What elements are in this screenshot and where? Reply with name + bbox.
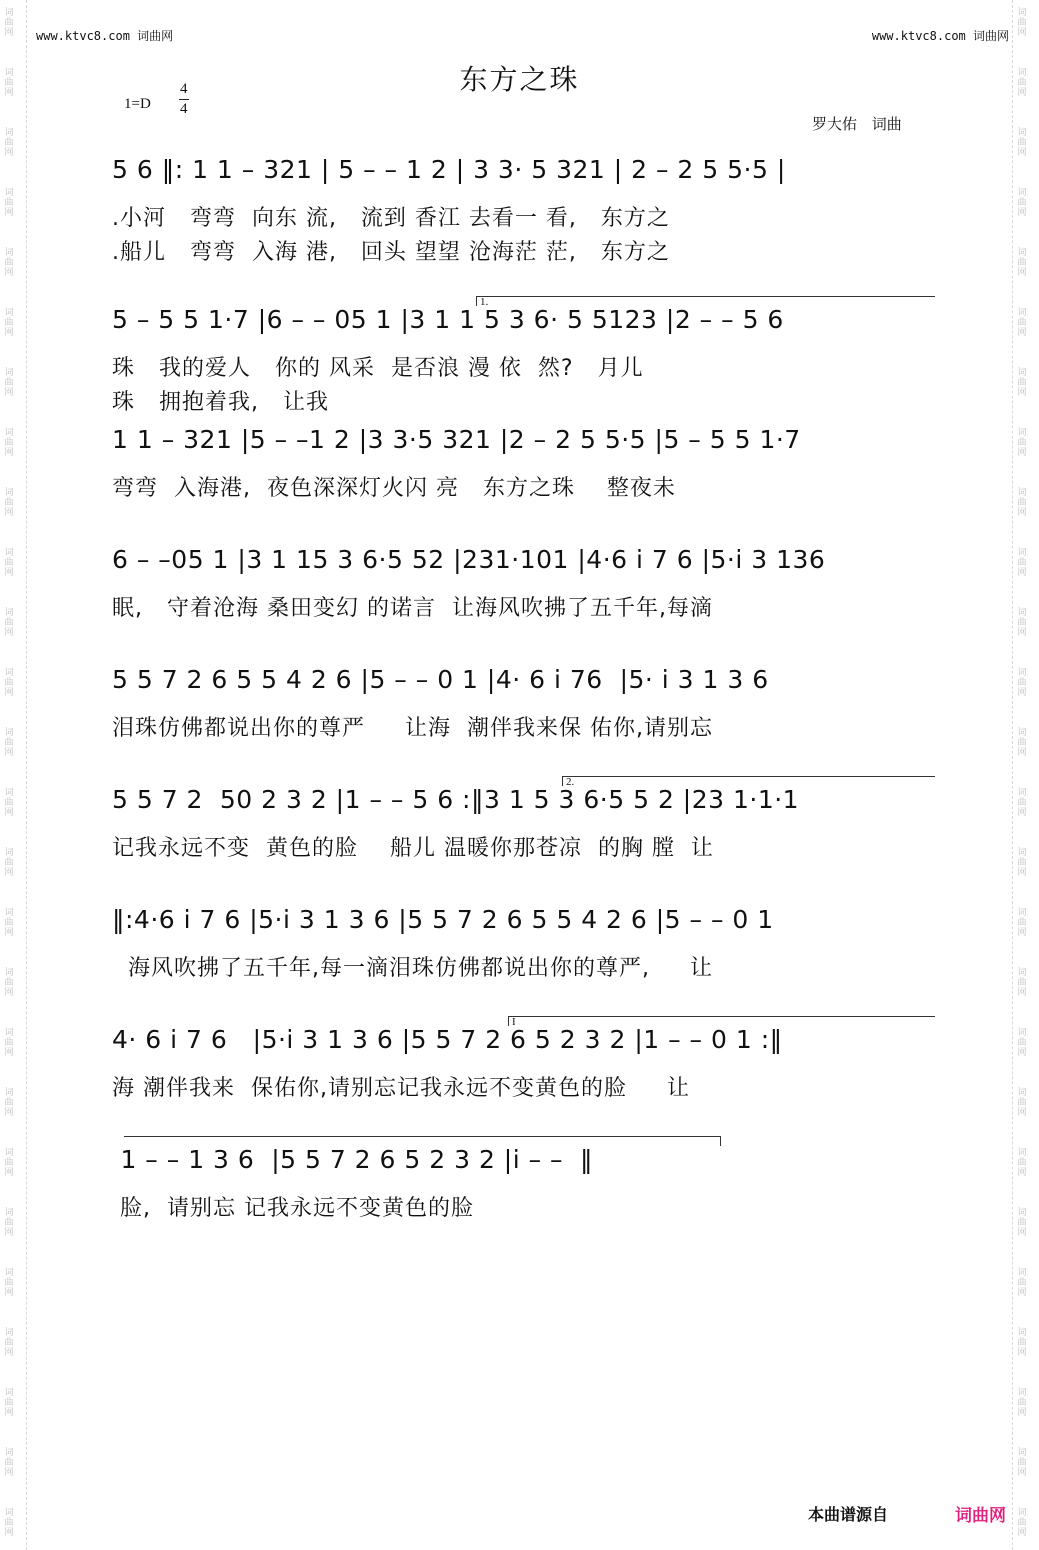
lyric-verse-1: 眠, 守着沧海 桑田变幻 的诺言 让海风吹拂了五千年,每滴 bbox=[112, 596, 713, 621]
header-url-left[interactable]: www.ktvc8.com 词曲网 bbox=[36, 29, 174, 43]
footer-source-label: 本曲谱源自 bbox=[808, 1505, 889, 1524]
lyric-verse-1: 弯弯 入海港, 夜色深深灯火闪 亮 东方之珠 整夜未 bbox=[112, 476, 676, 501]
watermark-text: 词 曲 网 bbox=[4, 728, 14, 758]
volta-number: I bbox=[512, 1016, 516, 1028]
volta-number: 2. bbox=[566, 776, 575, 788]
watermark-text: 词 曲 网 bbox=[1017, 1268, 1027, 1298]
watermark-text: 词 曲 网 bbox=[4, 308, 14, 338]
watermark-text: 词 曲 网 bbox=[1017, 848, 1027, 878]
score-line bbox=[0, 296, 1039, 425]
time-signature bbox=[180, 80, 188, 119]
header-url-right[interactable]: www.ktvc8.com 词曲网 bbox=[871, 29, 1009, 43]
watermark-text: 词 曲 网 bbox=[4, 248, 14, 278]
score-line bbox=[0, 1145, 1039, 1265]
watermark-text: 词 曲 网 bbox=[4, 608, 14, 638]
credits: 罗大佑 词曲 bbox=[812, 115, 902, 133]
watermark-text: 词 曲 网 bbox=[1017, 1388, 1027, 1418]
watermark-text: 词 曲 网 bbox=[4, 908, 14, 938]
watermark-text: 词 曲 网 bbox=[4, 1208, 14, 1238]
lyric-verse-1: 珠 我的爱人 你的 风采 是否浪 漫 依 然? 月儿 bbox=[112, 356, 644, 381]
watermark-text: 词 曲 网 bbox=[4, 968, 14, 998]
watermark-text: 词 曲 网 bbox=[4, 668, 14, 698]
watermark-text: 词 曲 网 bbox=[1017, 368, 1027, 398]
watermark-text: 词 曲 网 bbox=[1017, 188, 1027, 218]
lyric-verse-1: 泪珠仿佛都说出你的尊严 让海 潮伴我来保 佑你,请别忘 bbox=[112, 716, 713, 741]
score-line bbox=[0, 665, 1039, 785]
watermark-text: 词 曲 网 bbox=[1017, 1448, 1027, 1478]
watermark-text: 词 曲 网 bbox=[1017, 968, 1027, 998]
watermark-text: 词 曲 网 bbox=[4, 1448, 14, 1478]
key-signature: 1=D bbox=[124, 96, 151, 112]
notation: 1 – – 1 3 6 |5 5 7 2 6 5 2 3 2 |i – – ‖ bbox=[112, 1145, 593, 1174]
watermark-text: 词 曲 网 bbox=[4, 68, 14, 98]
lyric-verse-1: 海风吹拂了五千年,每一滴泪珠仿佛都说出你的尊严, 让 bbox=[112, 956, 713, 981]
watermark-text: 词 曲 网 bbox=[4, 428, 14, 458]
watermark-text: 词 曲 网 bbox=[1017, 1028, 1027, 1058]
meter-bottom: 4 bbox=[180, 101, 188, 117]
watermark-text: 词 曲 网 bbox=[4, 188, 14, 218]
lyric-verse-1: 记我永远不变 黄色的脸 船儿 温暖你那苍凉 的胸 膛 让 bbox=[112, 836, 714, 861]
watermark-text: 词 曲 网 bbox=[4, 1508, 14, 1538]
watermark-text: 词 曲 网 bbox=[1017, 8, 1027, 38]
lyric-verse-2: 珠 拥抱着我, 让我 bbox=[112, 390, 329, 415]
watermark-text: 词 曲 网 bbox=[4, 8, 14, 38]
watermark-text: 词 曲 网 bbox=[4, 1268, 14, 1298]
watermark-text: 词 曲 网 bbox=[4, 1028, 14, 1058]
watermark-text: 词 曲 网 bbox=[1017, 668, 1027, 698]
lyric-verse-1: 脸, 请别忘 记我永远不变黄色的脸 bbox=[112, 1196, 474, 1221]
watermark-text: 词 曲 网 bbox=[1017, 1508, 1027, 1538]
watermark-text: 词 曲 网 bbox=[1017, 68, 1027, 98]
watermark-text: 词 曲 网 bbox=[4, 488, 14, 518]
volta-number: 1. bbox=[480, 296, 489, 308]
watermark-text: 词 曲 网 bbox=[4, 1148, 14, 1178]
watermark-text: 词 曲 网 bbox=[4, 1388, 14, 1418]
score-line bbox=[0, 155, 1039, 275]
watermark-text: 词 曲 网 bbox=[1017, 248, 1027, 278]
watermark-text: 词 曲 网 bbox=[1017, 728, 1027, 758]
score-line bbox=[0, 905, 1039, 1025]
notation: 5 5 7 2 6 5 5 4 2 6 |5 – – 0 1 |4· 6 i 76 |5· i 3 1 3 6 bbox=[112, 665, 769, 694]
watermark-text: 词 曲 网 bbox=[1017, 1328, 1027, 1358]
watermark-text: 词 曲 网 bbox=[4, 1088, 14, 1118]
watermark-text: 词 曲 网 bbox=[1017, 1088, 1027, 1118]
watermark-text: 词 曲 网 bbox=[1017, 428, 1027, 458]
watermark-text: 词 曲 网 bbox=[4, 368, 14, 398]
score-line bbox=[0, 545, 1039, 665]
watermark-text: 词 曲 网 bbox=[1017, 308, 1027, 338]
notation: 5 5 7 2 50 2 3 2 |1 – – 5 6 :‖3 1 5 3 6·5 5 2 |23 1·1·1 bbox=[112, 785, 800, 814]
lyric-verse-2: .船儿 弯弯 入海 港, 回头 望望 沧海茫 茫, 东方之 bbox=[112, 240, 670, 265]
watermark-text: 词 曲 网 bbox=[1017, 1148, 1027, 1178]
score-line bbox=[0, 425, 1039, 545]
watermark-text: 词 曲 网 bbox=[1017, 608, 1027, 638]
watermark-text: 词 曲 网 bbox=[1017, 908, 1027, 938]
notation: 5 – 5 5 1·7 |6 – – 05 1 |3 1 1 5 3 6· 5 5123 |2 – – 5 6 bbox=[112, 305, 784, 334]
watermark-text: 词 曲 网 bbox=[1017, 548, 1027, 578]
song-title: 东方之珠 bbox=[459, 63, 580, 96]
watermark-text: 词 曲 网 bbox=[1017, 488, 1027, 518]
notation: 1 1 – 321 |5 – –1 2 |3 3·5 321 |2 – 2 5 5·5 |5 – 5 5 1·7 bbox=[112, 425, 801, 454]
lyric-verse-1: .小河 弯弯 向东 流, 流到 香江 去看一 看, 东方之 bbox=[112, 206, 670, 231]
score-line bbox=[0, 1016, 1039, 1145]
watermark-text: 词 曲 网 bbox=[1017, 788, 1027, 818]
watermark-text: 词 曲 网 bbox=[1017, 1208, 1027, 1238]
score-line bbox=[0, 776, 1039, 905]
watermark-text: 词 曲 网 bbox=[4, 788, 14, 818]
notation: ‖:4·6 i 7 6 |5·i 3 1 3 6 |5 5 7 2 6 5 5 4 2 6 |5 – – 0 1 bbox=[112, 905, 774, 934]
notation: 6 – –05 1 |3 1 15 3 6·5 52 |231·101 |4·6 i 7 6 |5·i 3 136 bbox=[112, 545, 826, 574]
notation: 4· 6 i 7 6 |5·i 3 1 3 6 |5 5 7 2 6 5 2 3 2 |1 – – 0 1 :‖ bbox=[112, 1025, 783, 1054]
footer-brand-link[interactable]: 词曲网 bbox=[955, 1506, 1006, 1526]
watermark-text: 词 曲 网 bbox=[4, 848, 14, 878]
meter-top: 4 bbox=[180, 81, 188, 97]
watermark-text: 词 曲 网 bbox=[4, 1328, 14, 1358]
lyric-verse-1: 海 潮伴我来 保佑你,请别忘记我永远不变黄色的脸 让 bbox=[112, 1076, 690, 1101]
watermark-text: 词 曲 网 bbox=[4, 548, 14, 578]
watermark-text: 词 曲 网 bbox=[4, 128, 14, 158]
notation: 5 6 ‖: 1 1 – 321 | 5 – – 1 2 | 3 3· 5 321 | 2 – 2 5 5·5 | bbox=[112, 155, 786, 184]
watermark-text: 词 曲 网 bbox=[1017, 128, 1027, 158]
